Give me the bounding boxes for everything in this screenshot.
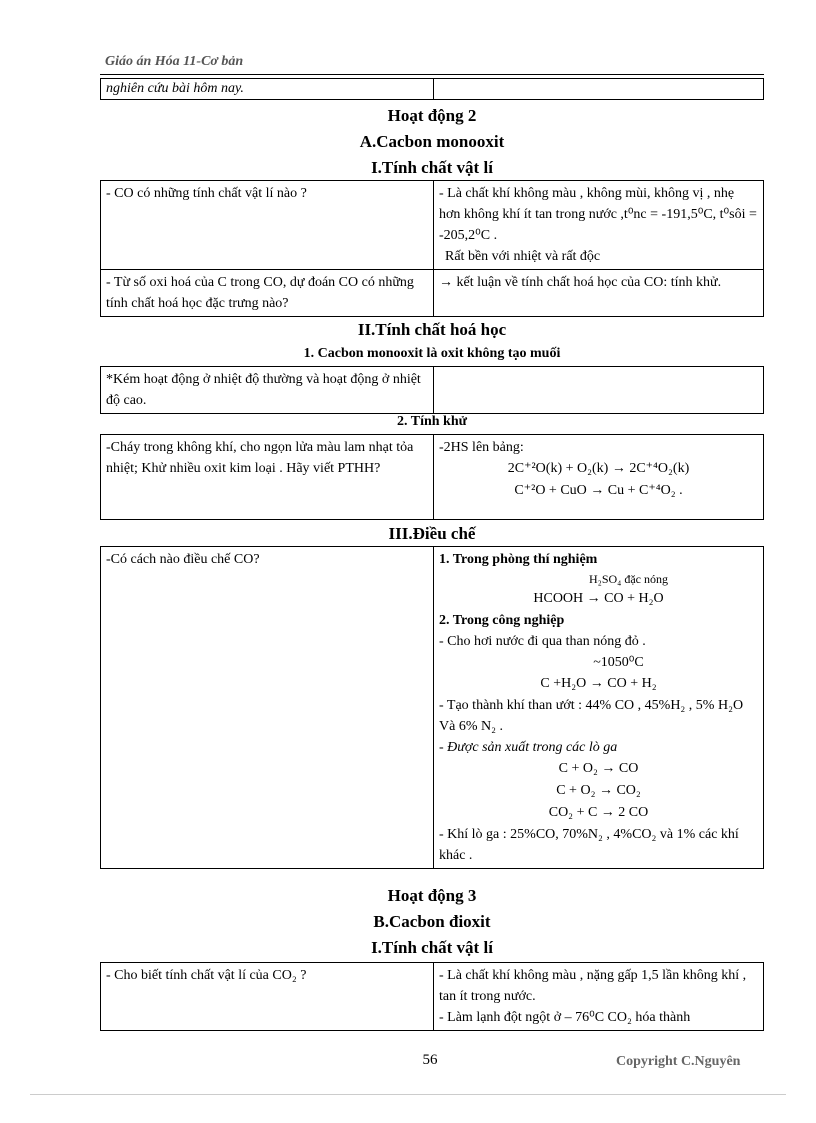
top-table: [100, 78, 764, 100]
table-row: [101, 435, 764, 520]
table-cell: [434, 963, 764, 1031]
section-title: A.Cacbon monooxit: [359, 132, 505, 151]
table-row: [101, 367, 764, 414]
chem-table-1: [100, 366, 764, 414]
subsection-title: II.Tính chất hoá học: [357, 320, 507, 339]
cell-text: - Cho hơi nước đi qua than nóng đỏ .: [439, 634, 646, 649]
equation: C + O₂ → CO: [558, 761, 639, 776]
equation: C⁺²O + CuO → Cu + C⁺⁴O₂ .: [514, 483, 683, 498]
preparation-table: [100, 546, 764, 869]
co2-physical-table: [100, 962, 764, 1031]
table-row: [101, 79, 764, 100]
subsection-title: I.Tính chất vật lí: [371, 938, 493, 957]
page-bottom-rule: [30, 1094, 786, 1095]
table-cell: - CO có những tính chất vật lí nào ?: [101, 181, 434, 270]
cell-text: -2HS lên bảng:: [439, 440, 524, 455]
equation: C + O₂ → CO₂: [556, 783, 641, 798]
physical-properties-table: [100, 180, 764, 317]
equation: HCOOH → CO + H₂O: [533, 591, 664, 606]
equation: C +H₂O → CO + H₂: [540, 676, 657, 691]
equation: 2C⁺²O(k) + O₂(k) → 2C⁺⁴O₂(k): [507, 461, 690, 476]
cell-text: - Khí lò ga : 25%CO, 70%N₂ , 4%CO₂ và 1% các khí khác .: [439, 827, 739, 863]
table-cell: [434, 547, 764, 869]
table-cell: [434, 367, 764, 414]
document-header: Giáo án Hóa 11-Cơ bản: [105, 54, 244, 69]
section-title: B.Cacbon đioxit: [373, 912, 491, 931]
activity-title: Hoạt động 3: [387, 886, 477, 905]
chem-table-2: [100, 434, 764, 520]
cell-heading: 1. Trong phòng thí nghiệm: [439, 552, 598, 567]
cell-text: - Là chất khí không màu , không mùi, không vị , nhẹ hơn không khí ít tan trong nước ,t⁰nc = -191,5⁰C, t⁰sôi = -205,2⁰C .: [439, 186, 757, 243]
table-cell: *Kém hoạt động ở nhiệt độ thường và hoạt động ở nhiệt độ cao.: [101, 367, 434, 414]
table-row: [101, 270, 764, 317]
copyright-text: Copyright C.Nguyên: [616, 1054, 741, 1069]
header-rule: [100, 74, 764, 75]
table-cell: [434, 435, 764, 520]
table-row: [101, 181, 764, 270]
cell-heading: 2. Trong công nghiệp: [439, 613, 565, 628]
subheading: 1. Cacbon monooxit là oxit không tạo muối: [303, 346, 561, 361]
cell-text: - Tạo thành khí than ướt : 44% CO , 45%H₂ , 5% H₂O Và 6% N₂ .: [439, 698, 744, 734]
reaction-condition: H₂SO₄ đặc nóng: [588, 572, 669, 586]
subheading: 2. Tính khử: [396, 414, 468, 429]
page-number: 56: [422, 1052, 438, 1068]
table-cell: - Cho biết tính chất vật lí của CO₂ ?: [101, 963, 434, 1031]
cell-text: - Làm lạnh đột ngột ở – 76⁰C CO₂ hóa thành: [439, 1010, 691, 1025]
table-cell: nghiên cứu bài hôm nay.: [101, 79, 434, 100]
cell-text: - Được sản xuất trong các lò ga: [439, 740, 618, 755]
reaction-condition: ~1050⁰C: [593, 655, 644, 670]
cell-text: Rất bền với nhiệt và rất độc: [445, 249, 601, 264]
table-cell: [434, 181, 764, 270]
table-cell: -Cháy trong không khí, cho ngọn lửa màu lam nhạt tỏa nhiệt; Khử nhiều oxit kim loại . Hãy viết PTHH?: [101, 435, 434, 520]
subsection-title: I.Tính chất vật lí: [371, 158, 493, 177]
table-cell: -Có cách nào điều chế CO?: [101, 547, 434, 869]
table-cell: - Từ số oxi hoá của C trong CO, dự đoán CO có những tính chất hoá học đặc trưng nào?: [101, 270, 434, 317]
activity-title: Hoạt động 2: [387, 106, 477, 125]
subsection-title: III.Điều chế: [388, 524, 476, 543]
table-row: [101, 547, 764, 869]
equation: CO₂ + C → 2 CO: [548, 805, 649, 820]
table-row: [101, 963, 764, 1031]
table-cell: → kết luận về tính chất hoá học của CO: tính khử.: [434, 270, 764, 317]
cell-text: - Là chất khí không màu , nặng gấp 1,5 lần không khí , tan ít trong nước.: [439, 968, 747, 1004]
table-cell: [434, 79, 764, 100]
